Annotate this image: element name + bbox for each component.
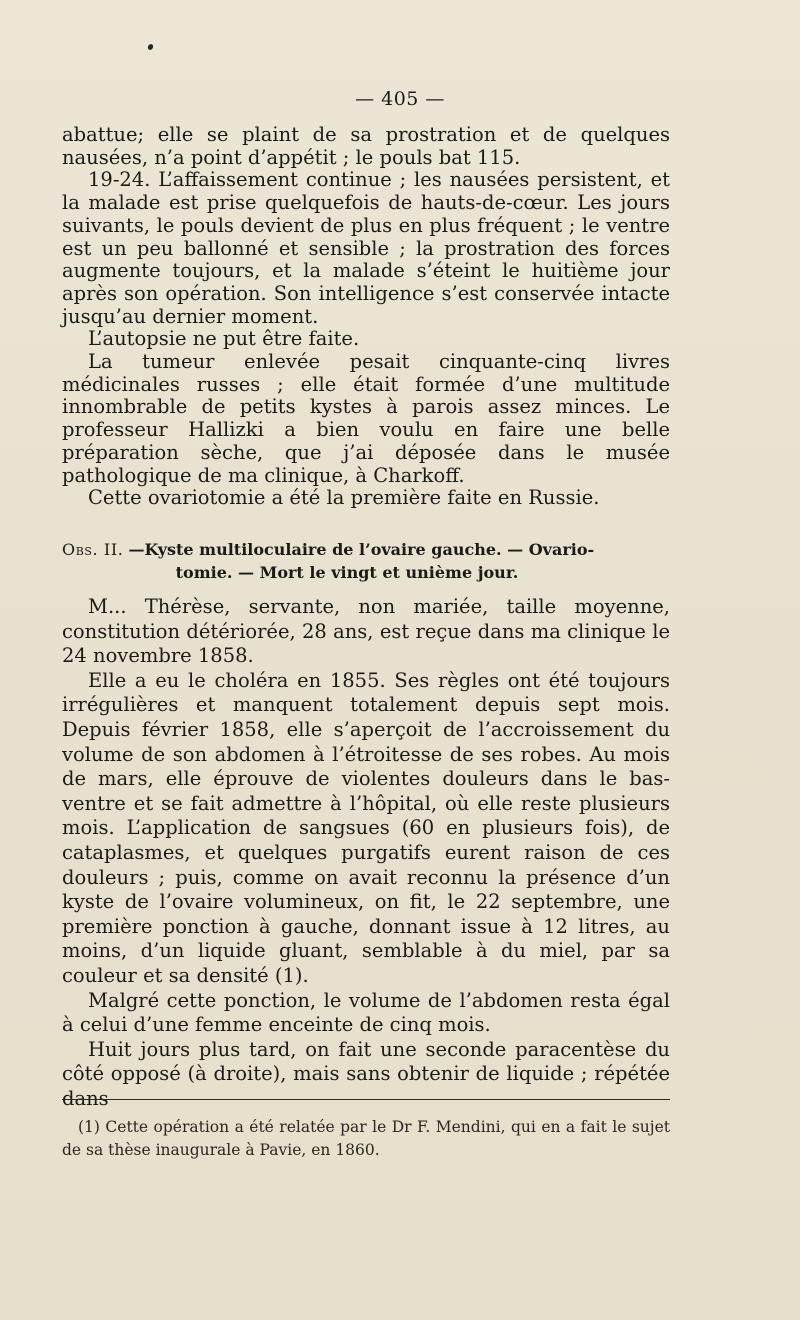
observation-heading xyxy=(62,538,672,584)
ink-speck xyxy=(147,43,154,51)
paragraph: Cette ovariotomie a été la première faite en Russie. xyxy=(88,486,600,510)
paragraph: Elle a eu le choléra en 1855. Ses règles ont été toujours irrégulières et manquent totalement depuis sept mois. Depuis février 1858, elle s’aperçoit de l’accroissement du volume de son abdomen à l’étroitesse de ses robes. Au mois de mars, elle éprouve de violentes douleurs dans le bas-ventre et se fait admettre à l’hôpital, où elle reste plusieurs mois. L’application de sangsues (60 en plusieurs fois), de cataplasmes, et quelques purgatifs eurent raison de ces douleurs ; puis, comme on avait reconnu la présence d’un kyste de l’ovaire volumineux, on fit, le 22 septembre, une première ponction à gauche, donnant issue à 12 litres, au moins, d’un liquide gluant, semblable à du miel, par sa couleur et sa densité (1). xyxy=(62,668,670,987)
paragraph: Malgré cette ponction, le volume de l’abdomen resta égal à celui d’une femme enceinte de cinq mois. xyxy=(62,988,670,1037)
footnote: (1) Cette opération a été relatée par le Dr F. Mendini, qui en a fait le sujet de sa thèse inaugurale à Pavie, en 1860. xyxy=(62,1118,670,1159)
paragraph: 19-24. L’affaissement continue ; les nausées persistent, et la malade est prise quelquefois de hauts-de-cœur. Les jours suivants, le pouls devient de plus en plus fréquent ; le ventre est un peu ballonné et sensible ; la prostration des forces augmente toujours, et la malade s’éteint le huitième jour après son opération. Son intelligence s’est conservée intacte jusqu’au dernier moment. xyxy=(62,168,670,328)
paragraph: Huit jours plus tard, on fait une seconde paracentèse du côté opposé (à droite), mais sans obtenir de liquide ; répétée dans xyxy=(62,1037,670,1110)
text-block-bottom xyxy=(62,595,670,1111)
text-block-top xyxy=(62,124,670,510)
observation-label: Obs. II. xyxy=(62,540,124,559)
paragraph: M... Thérèse, servante, non mariée, taille moyenne, constitution détériorée, 28 ans, est reçue dans ma clinique le 24 novembre 1858. xyxy=(62,595,670,668)
paragraph: L’autopsie ne put être faite. xyxy=(88,327,360,351)
observation-title-part2: tomie. — Mort le vingt et unième jour. xyxy=(175,563,519,582)
footnote-rule xyxy=(62,1099,670,1100)
page-number: — 405 — xyxy=(355,88,445,110)
paragraph: La tumeur enlevée pesait cinquante-cinq livres médicinales russes ; elle était formée d’une multitude innombrable de petits kystes à parois assez minces. Le professeur Hallizki a bien voulu en faire une belle préparation sèche, que j’ai déposée dans le musée pathologique de ma clinique, à Charkoff. xyxy=(62,350,670,487)
observation-title-part1: —Kyste multiloculaire de l’ovaire gauche. — Ovario- xyxy=(128,540,595,559)
paragraph: abattue; elle se plaint de sa prostration et de quelques nausées, n’a point d’appétit ; le pouls bat 115. xyxy=(62,123,670,169)
